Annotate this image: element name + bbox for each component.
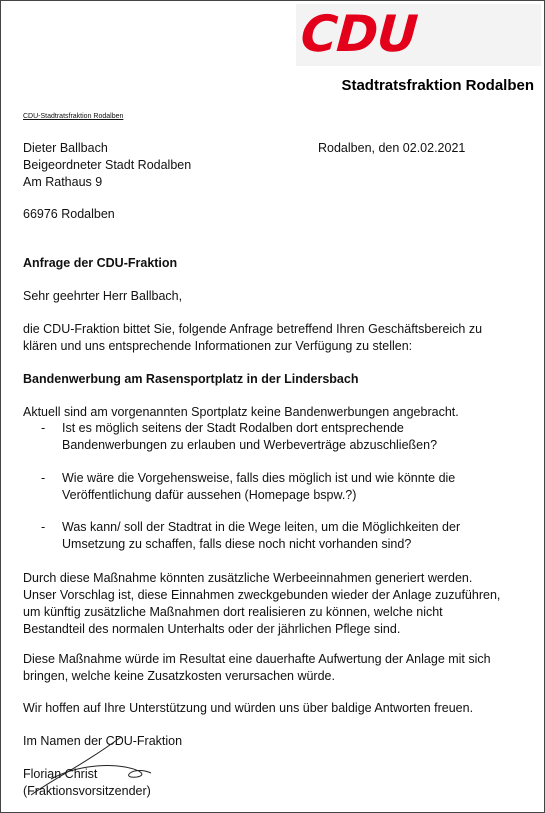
hope-paragraph: Wir hoffen auf Ihre Unterstützung und würden uns über baldige Antworten freuen. xyxy=(23,701,474,715)
signer-role: (Fraktionsvorsitzender) xyxy=(23,784,151,798)
cdu-logo: CDU xyxy=(298,5,419,63)
recipient-name: Dieter Ballbach xyxy=(23,141,108,155)
signer-name: Florian Christ xyxy=(23,767,98,781)
question-text: Was kann/ soll der Stadtrat in die Wege leiten, um die Möglichkeiten der Umsetzung zu schaffen, falls diese noch nicht vorhanden sind? xyxy=(62,520,461,551)
closing-line: Im Namen der CDU-Fraktion xyxy=(23,734,183,748)
topic-heading: Bandenwerbung am Rasensportplatz in der Lindersbach xyxy=(23,372,359,386)
question-dash: - xyxy=(41,520,46,534)
intro-paragraph: die CDU-Fraktion bittet Sie, folgende Anfrage betreffend Ihren Geschäftsbereich zu klären und uns entsprechende Informationen zur Verfügung zu stellen: xyxy=(23,322,483,353)
current-state: Aktuell sind am vorgenannten Sportplatz keine Bandenwerbungen angebracht. xyxy=(23,405,459,419)
recipient-address xyxy=(23,140,191,191)
question-text: Wie wäre die Vorgehensweise, falls dies möglich ist und wie könnte die Veröffentlichung dafür aussehen (Homepage bspw.?) xyxy=(62,471,456,502)
letter-subject: Anfrage der CDU-Fraktion xyxy=(23,256,178,270)
question-text: Ist es möglich seitens der Stadt Rodalben dort entsprechende Bandenwerbungen zu erlauben und Werbeverträge abzuschließen? xyxy=(62,421,438,452)
recipient-street: Am Rathaus 9 xyxy=(23,175,103,189)
permanent-paragraph: Diese Maßnahme würde im Resultat eine dauerhafte Aufwertung der Anlage mit sich bringen, welche keine Zusatzkosten verursachen würde. xyxy=(23,652,491,683)
recipient-zip-city: 66976 Rodalben xyxy=(23,207,115,221)
recipient-title: Beigeordneter Stadt Rodalben xyxy=(23,158,192,172)
question-dash: - xyxy=(41,471,46,485)
question-dash: - xyxy=(41,421,46,435)
salutation: Sehr geehrter Herr Ballbach, xyxy=(23,289,183,303)
signer-block xyxy=(23,766,151,800)
sender-line: CDU-Stadtratsfraktion Rodalben xyxy=(23,113,124,120)
faction-name: Stadtratsfraktion Rodalben xyxy=(341,77,534,94)
measure-paragraph: Durch diese Maßnahme könnten zusätzliche Werbeeinnahmen generiert werden. Unser Vorschlag ist, diese Einnahmen zweckgebunden wieder der Anlage zuzuführen, um künftig zusätzliche Maßnahmen dort realisieren zu können, welche nicht Bestandteil des normalen Unterhalts oder der jährlichen Pflege sind. xyxy=(23,571,501,636)
letter-date: Rodalben, den 02.02.2021 xyxy=(318,141,466,155)
